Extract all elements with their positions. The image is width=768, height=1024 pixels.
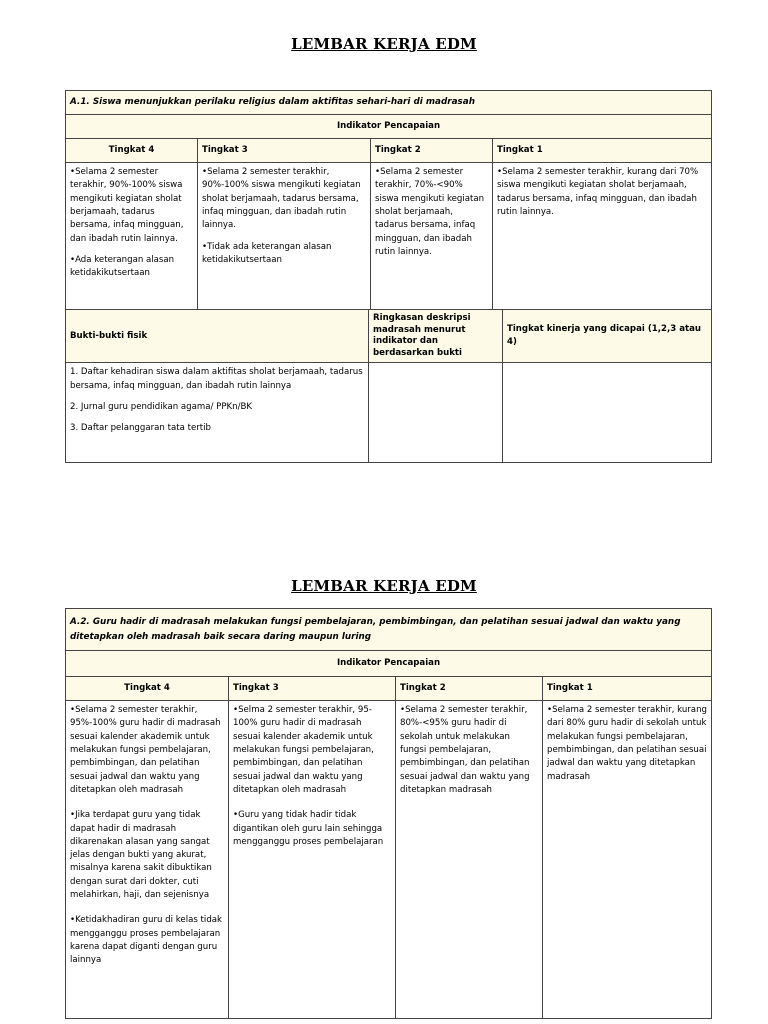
sheet2-level-1-header: Tingkat 1 xyxy=(543,677,712,701)
sheet1-evidence-item-3: 3. Daftar pelanggaran tata tertib xyxy=(70,423,211,434)
sheet1-level-2-text-1: •Selama 2 semester terakhir, 70%-<90% siswa mengikuti kegiatan sholat berjamaah, tadarus bersama, infaq mingguan, dan ibadah rutin lainnya. xyxy=(375,167,485,257)
sheet1-level-2-header: Tingkat 2 xyxy=(371,139,493,163)
sheet2-level-2-header: Tingkat 2 xyxy=(396,677,543,701)
sheet1-level-4-text-2: •Ada keterangan alasan ketidakikutsertaan xyxy=(70,254,175,279)
sheet1-evidence-header: Bukti-bukti fisik xyxy=(66,310,369,363)
sheet2-level-4-cell xyxy=(66,701,229,1019)
sheet1-indicator-header: Indikator Pencapaian xyxy=(66,115,712,139)
sheet2-criterion: A.2. Guru hadir di madrasah melakukan fungsi pembelajaran, pembimbingan, dan pelatihan sesuai jadwal dan waktu yang ditetapkan oleh madrasah baik secara daring maupun luring xyxy=(66,609,712,651)
sheet2-level-4-text-3: •Ketidakhadiran guru di kelas tidak mengganggu proses pembelajaran karena dapat diganti dengan guru lainnya xyxy=(70,915,223,966)
sheet1-summary-header: Ringkasan deskripsi madrasah menurut indikator dan berdasarkan bukti xyxy=(369,310,503,363)
sheet1-criterion: A.1. Siswa menunjukkan perilaku religius dalam aktifitas sehari-hari di madrasah xyxy=(66,91,712,115)
sheet1-evidence-item-2: 2. Jurnal guru pendidikan agama/ PPKn/BK xyxy=(70,402,253,412)
sheet1-performance-header: Tingkat kinerja yang dicapai (1,2,3 atau 4) xyxy=(503,310,712,363)
sheet1-table xyxy=(65,90,712,463)
sheet1-level-4-text-1: •Selama 2 semester terakhir, 90%-100% siswa mengikuti kegiatan sholat berjamaah, tadarus bersama, infaq mingguan, dan ibadah rutin lainnya. xyxy=(70,167,184,244)
sheet2-level-4-header: Tingkat 4 xyxy=(66,677,229,701)
sheet2-level-3-text-1: •Selma 2 semester terakhir, 95-100% guru hadir di madrasah sesuai kalender akademik untuk melakukan fungsi pembelajaran, pembimbingan, dan pelatihan sesuai jadwal dan waktu yang ditetapkan oleh madrasah xyxy=(233,705,374,795)
sheet2-table xyxy=(65,608,712,1019)
sheet2-level-1-text-1: •Selama 2 semester terakhir, kurang dari 80% guru hadir di sekolah untuk melakukan fungsi pembelajaran, pembimbingan, dan pelatihan sesuai jadwal dan waktu yang ditetapkan madrasah xyxy=(547,705,707,782)
sheet1-level-4-cell xyxy=(66,163,198,310)
sheet1-summary-cell xyxy=(369,363,503,463)
sheet2-level-4-text-2: •Jika terdapat guru yang tidak dapat hadir di madrasah dikarenakan alasan yang sangat jelas dengan bukti yang akurat, misalnya karena sakit dibuktikan dengan surat dari dokter, cuti melahirkan, haji, dan sejenisnya xyxy=(70,810,212,901)
sheet1-level-1-text-1: •Selama 2 semester terakhir, kurang dari 70% siswa mengikuti kegiatan sholat berjamaah, tadarus bersama, infaq mingguan, dan ibadah rutin lainnya. xyxy=(497,167,699,217)
sheet1-performance-cell xyxy=(503,363,712,463)
sheet1-title: LEMBAR KERJA EDM xyxy=(291,35,477,53)
sheet2-level-4-text-1: •Selama 2 semester terakhir, 95%-100% guru hadir di madrasah sesuai kalender akademik untuk melakukan fungsi pembelajaran, pembimbingan, dan pelatihan sesuai jadwal dan waktu yang ditetapkan oleh madrasah xyxy=(70,705,221,795)
sheet1-level-3-text-1: •Selama 2 semester terakhir, 90%-100% siswa mengikuti kegiatan sholat berjamaah, tadarus bersama, infaq mingguan, dan ibadah rutin lainnya. xyxy=(202,167,361,231)
sheet1-level-1-header: Tingkat 1 xyxy=(493,139,712,163)
sheet2-level-3-header: Tingkat 3 xyxy=(229,677,396,701)
sheet2-indicator-header: Indikator Pencapaian xyxy=(66,651,712,677)
sheet1-evidence-cell xyxy=(66,363,369,463)
sheet2-level-1-cell xyxy=(543,701,712,1019)
sheet1-level-3-header: Tingkat 3 xyxy=(198,139,371,163)
sheet2-level-3-text-2: •Guru yang tidak hadir tidak digantikan oleh guru lain sehingga mengganggu proses pembelajaran xyxy=(233,810,384,847)
sheet1-evidence-item-1: 1. Daftar kehadiran siswa dalam aktifitas sholat berjamaah, tadarus bersama, infaq mingguan, dan ibadah rutin lainnya xyxy=(70,367,363,391)
sheet2-level-2-text-1: •Selama 2 semester terakhir, 80%-<95% guru hadir di sekolah untuk melakukan fungsi pembelajaran, pembimbingan, dan pelatihan sesuai jadwal dan waktu yang ditetapkan madrasah xyxy=(400,705,530,795)
sheet1-level-3-cell xyxy=(198,163,371,310)
sheet1-level-1-cell xyxy=(493,163,712,310)
sheet2-level-2-cell xyxy=(396,701,543,1019)
sheet1-level-4-header: Tingkat 4 xyxy=(66,139,198,163)
sheet2-level-3-cell xyxy=(229,701,396,1019)
sheet1-level-2-cell xyxy=(371,163,493,310)
sheet2-title: LEMBAR KERJA EDM xyxy=(291,577,477,595)
sheet1-level-3-text-2: •Tidak ada keterangan alasan ketidakikutsertaan xyxy=(202,241,332,265)
